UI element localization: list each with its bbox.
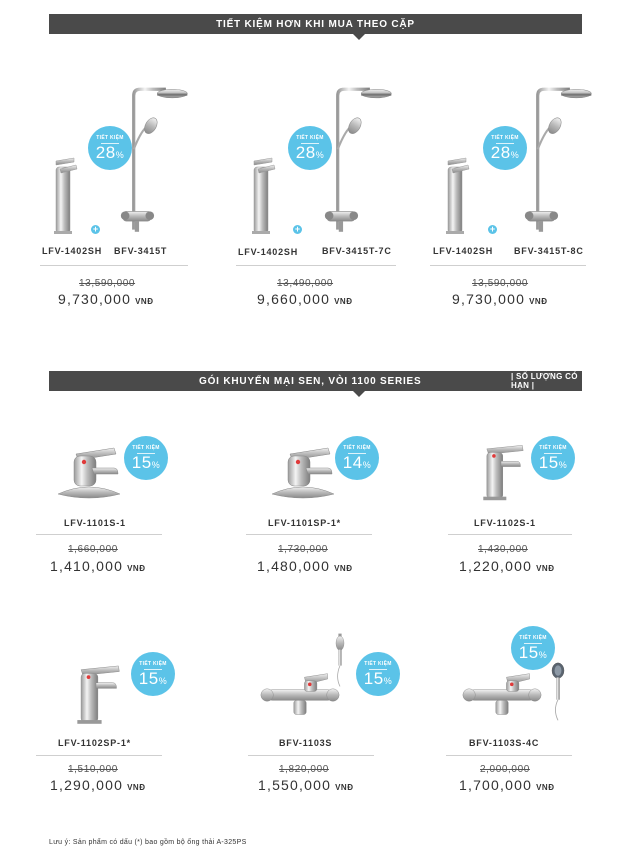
section-banner-pairs (49, 14, 582, 34)
new-price: 9,660,000 VNĐ (257, 291, 353, 307)
new-price: 1,290,000 VNĐ (50, 777, 146, 793)
faucet-image (54, 442, 124, 502)
discount-badge: TIẾT KIỆM 15% (356, 652, 400, 696)
divider (248, 755, 374, 756)
section-banner-1100-series (49, 371, 582, 391)
section-title: TIẾT KIỆM HƠN KHI MUA THEO CẶP (216, 18, 415, 30)
divider (36, 534, 162, 535)
new-price: 1,220,000 VNĐ (459, 558, 555, 574)
discount-badge: TIẾT KIỆM 28% (288, 126, 332, 170)
product-code: LFV-1402SH (42, 246, 103, 256)
old-price: 13,490,000 (277, 278, 334, 289)
old-price: 1,730,000 (278, 544, 328, 555)
new-price: 1,410,000 VNĐ (50, 558, 146, 574)
divider (446, 755, 572, 756)
discount-badge: TIẾT KIỆM 15% (131, 652, 175, 696)
old-price: 13,590,000 (79, 278, 136, 289)
basin-faucet-image (246, 155, 276, 235)
product-code: BFV-1103S-4C (469, 738, 540, 748)
old-price: 1,430,000 (478, 544, 528, 555)
product-code: LFV-1402SH (238, 247, 299, 257)
divider (236, 265, 396, 266)
discount-badge: TIẾT KIỆM 15% (531, 436, 575, 480)
old-price: 2,000,000 (480, 764, 530, 775)
product-code: BFV-3415T (114, 246, 168, 256)
new-price: 9,730,000 VNĐ (58, 291, 154, 307)
old-price: 1,820,000 (279, 764, 329, 775)
old-price: 1,510,000 (68, 764, 118, 775)
banner-notch (353, 391, 365, 397)
hand-shower-image (332, 632, 348, 688)
faucet-image (474, 440, 528, 502)
plus-icon: + (294, 224, 301, 234)
shower-column-image (322, 85, 392, 235)
bath-mixer-image (260, 668, 340, 722)
shower-column-image (522, 85, 592, 235)
old-price: 13,590,000 (472, 278, 529, 289)
discount-badge: TIẾT KIỆM 15% (511, 626, 555, 670)
basin-faucet-image (440, 155, 470, 235)
product-code: BFV-1103S (279, 738, 333, 748)
divider (40, 265, 188, 266)
faucet-image (68, 660, 124, 726)
faucet-image (268, 442, 338, 502)
divider (430, 265, 586, 266)
plus-icon: + (92, 224, 99, 234)
new-price: 9,730,000 VNĐ (452, 291, 548, 307)
discount-badge: TIẾT KIỆM 15% (124, 436, 168, 480)
discount-badge: TIẾT KIỆM 14% (335, 436, 379, 480)
new-price: 1,700,000 VNĐ (459, 777, 555, 793)
footnote: Lưu ý: Sản phẩm có dấu (*) bao gồm bộ ống thải A-325PS (49, 839, 247, 846)
product-code: LFV-1101S-1 (64, 518, 126, 528)
new-price: 1,480,000 VNĐ (257, 558, 353, 574)
product-code: LFV-1101SP-1* (268, 518, 341, 528)
divider (246, 534, 372, 535)
plus-icon: + (489, 224, 496, 234)
discount-badge: TIẾT KIỆM 28% (483, 126, 527, 170)
banner-notch (353, 34, 365, 40)
product-code: BFV-3415T-8C (514, 246, 584, 256)
hand-shower-image (548, 662, 568, 722)
discount-badge: TIẾT KIỆM 28% (88, 126, 132, 170)
old-price: 1,660,000 (68, 544, 118, 555)
product-code: LFV-1102S-1 (474, 518, 536, 528)
divider (448, 534, 572, 535)
section-subtitle: | SỐ LƯỢNG CÓ HẠN | (511, 372, 578, 390)
product-code: LFV-1402SH (433, 246, 494, 256)
divider (36, 755, 162, 756)
product-code: LFV-1102SP-1* (58, 738, 131, 748)
new-price: 1,550,000 VNĐ (258, 777, 354, 793)
product-code: BFV-3415T-7C (322, 246, 392, 256)
bath-mixer-image (462, 668, 542, 722)
section-title: GÓI KHUYẾN MẠI SEN, VÒI 1100 SERIES (199, 375, 422, 387)
basin-faucet-image (48, 155, 78, 235)
